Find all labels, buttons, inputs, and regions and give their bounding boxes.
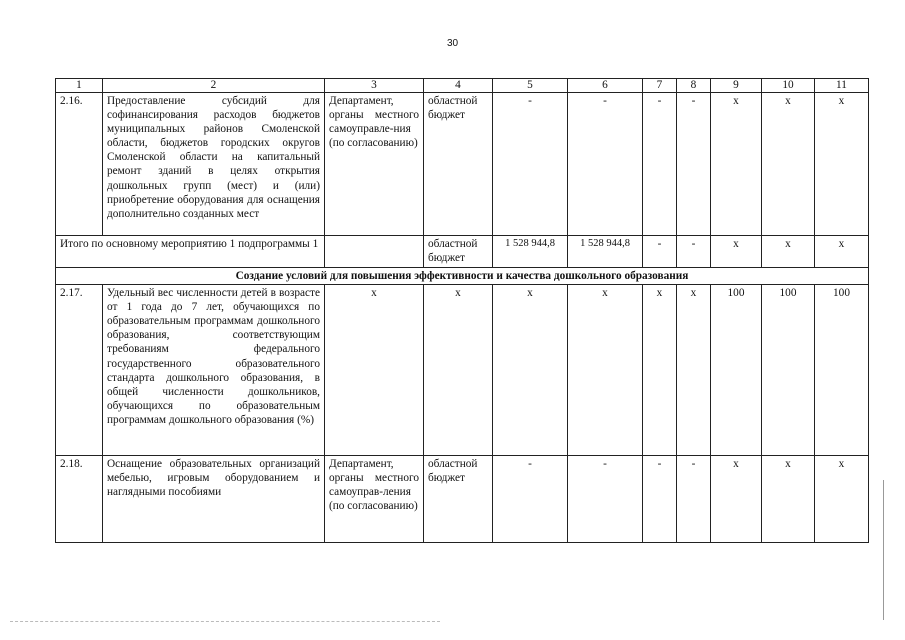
cell-col11: x [815,93,869,236]
program-table [55,78,869,543]
cell-col5: - [493,456,568,543]
row-number: 2.18. [56,456,103,543]
row-funding-source: x [424,285,493,456]
total-col8: - [677,236,711,268]
total-col9: x [711,236,762,268]
cell-col10: x [762,456,815,543]
cell-col9: 100 [711,285,762,456]
header-cell: 7 [643,79,677,93]
header-cell: 1 [56,79,103,93]
page-number: 30 [446,38,459,49]
scan-edge-line [883,480,884,620]
row-funding-source: областной бюджет [424,456,493,543]
cell-col9: x [711,456,762,543]
cell-col9: x [711,93,762,236]
cell-col11: x [815,456,869,543]
header-cell: 10 [762,79,815,93]
cell-col10: 100 [762,285,815,456]
total-label: Итого по основному мероприятию 1 подпрограммы 1 [56,236,325,268]
cell-col8: - [677,93,711,236]
cell-col7: - [643,93,677,236]
row-name: Предоставление субсидий для софинансирования расходов бюджетов муниципальных районов Смоленской области, бюджетов городских округов Смоленской области на капитальный ремонт зданий в целях открытия дошкольных групп (мест) и (или) приобретение оборудования для оснащения дополнительно созданных мест [103,93,325,236]
header-cell: 2 [103,79,325,93]
cell-col8: x [677,285,711,456]
total-executor-empty [325,236,424,268]
scan-artifact-line [10,621,440,622]
cell-col7: - [643,456,677,543]
row-funding-source: областной бюджет [424,93,493,236]
row-executor: x [325,285,424,456]
header-cell: 6 [568,79,643,93]
header-row [56,79,869,93]
total-col10: x [762,236,815,268]
row-name: Оснащение образовательных организаций мебелью, игровым оборудованием и наглядными пособиями [103,456,325,543]
table-row-2-16 [56,93,869,236]
total-funding-source: областной бюджет [424,236,493,268]
cell-col6: x [568,285,643,456]
section-title: Создание условий для повышения эффективности и качества дошкольного образования [56,268,869,285]
row-name: Удельный вес численности детей в возрасте от 1 года до 7 лет, обучающихся по образовательным программам дошкольного образования, соответствующим требованиям федерального государственного образовательного стандарта дошкольного образования, в общей численности дошкольников, обучающихся по образовательным программам дошкольного образования (%) [103,285,325,456]
total-col6: 1 528 944,8 [568,236,643,268]
table-row-total [56,236,869,268]
header-cell: 4 [424,79,493,93]
row-executor: Департамент, органы местного самоуправ-ления (по согласованию) [325,456,424,543]
row-number: 2.16. [56,93,103,236]
cell-col6: - [568,456,643,543]
header-cell: 5 [493,79,568,93]
cell-col7: x [643,285,677,456]
header-cell: 8 [677,79,711,93]
cell-col6: - [568,93,643,236]
table-row-2-18 [56,456,869,543]
total-col5: 1 528 944,8 [493,236,568,268]
total-col11: x [815,236,869,268]
header-cell: 3 [325,79,424,93]
cell-col11: 100 [815,285,869,456]
table-row-2-17 [56,285,869,456]
cell-col5: - [493,93,568,236]
row-executor: Департамент, органы местного самоуправле-ния (по согласованию) [325,93,424,236]
total-col7: - [643,236,677,268]
cell-col10: x [762,93,815,236]
cell-col5: x [493,285,568,456]
header-cell: 9 [711,79,762,93]
cell-col8: - [677,456,711,543]
row-number: 2.17. [56,285,103,456]
section-row [56,268,869,285]
header-cell: 11 [815,79,869,93]
